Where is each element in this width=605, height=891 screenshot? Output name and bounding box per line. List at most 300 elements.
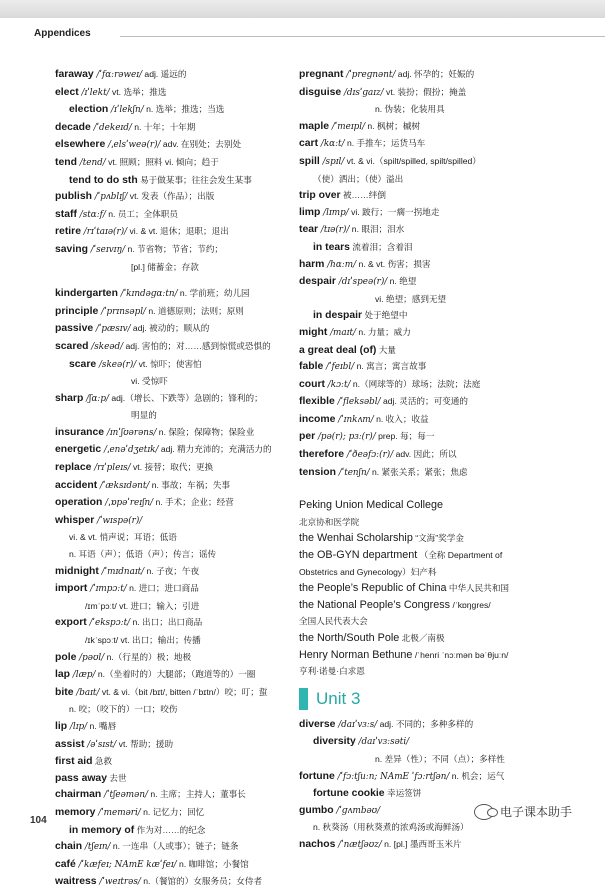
definition: [pl.] 储蓄金；存款: [131, 261, 199, 272]
headword: replace: [55, 462, 92, 474]
headword: whisper: [55, 514, 95, 526]
vocab-entry: [55, 441, 287, 459]
definition: n. 员工；全体职员: [105, 208, 178, 219]
headword: assist: [55, 738, 85, 750]
vocab-entry: [55, 172, 287, 189]
headword: disguise: [299, 86, 342, 98]
definition: vi. 绝望；感到无望: [375, 293, 447, 304]
vocab-entry: [299, 153, 591, 171]
section-title: Appendices: [34, 28, 91, 39]
phonetic: /skeə(r)/: [96, 359, 137, 370]
phonetic: /ˈkæfeɪ; NAmE kæˈfeɪ/: [75, 859, 177, 870]
vocab-entry: [55, 873, 287, 891]
definition: adj. 灵活的；可变通的: [380, 396, 468, 407]
vocab-entry: [55, 154, 287, 172]
headword: staff: [55, 208, 77, 220]
definition: n. 机会；运气: [449, 770, 505, 781]
headword: tear: [299, 224, 319, 236]
definition: n. 紧张关系；紧张；焦虑: [369, 466, 468, 477]
vocab-entry: [299, 239, 591, 256]
definition: adj. 不同的；多种多样的: [377, 718, 474, 729]
vocab-entry: [299, 411, 591, 429]
vocab-entry: [55, 494, 287, 512]
phonetic: /ˈkɪndəɡɑːtn/: [117, 289, 178, 300]
phonetic: /ˈɪmpɔːt/: [87, 584, 127, 595]
definition: n.（网球等的）球场；法院；法庭: [350, 378, 481, 389]
definition: n.（行星的）极；地极: [104, 651, 192, 662]
definition: n. 绝望: [387, 276, 417, 287]
vocab-entry: [299, 171, 591, 188]
phonetic: /spɪl/: [319, 156, 345, 167]
definition: n. 选举；推选；当选: [143, 104, 225, 115]
phonetic: /ˈæksɪdənt/: [97, 480, 150, 491]
vocab-entry: [55, 649, 287, 667]
watermark: [474, 803, 572, 820]
headword: trip over: [299, 190, 341, 202]
definition: （全称 Department of: [417, 550, 503, 561]
definition: n.（餐馆的）女服务员；女侍者: [140, 876, 263, 887]
definition: n. 记忆力；回忆: [140, 806, 205, 817]
vocab-entry: [55, 477, 287, 495]
unit-heading: [299, 688, 591, 710]
definition: adj. 怀孕的；妊娠的: [395, 69, 475, 79]
vocab-entry: [55, 770, 287, 787]
vocab-entry: [299, 376, 591, 394]
unit-title: Unit 3: [316, 688, 361, 708]
definition: 北京协和医学院: [299, 516, 360, 527]
headword: income: [299, 413, 336, 425]
headword: midnight: [55, 565, 99, 577]
phonetic: /ˈfɑːrəweɪ/: [93, 70, 143, 80]
vocab-entry: [299, 785, 591, 802]
vocab-entry: [299, 84, 591, 102]
headword: pregnant: [299, 69, 344, 80]
vocab-entry: [55, 804, 287, 822]
vocab-entry: [299, 187, 591, 204]
vocab-entry: [55, 424, 287, 442]
phonetic: /ˈɡʌmbəʊ/: [333, 805, 381, 816]
vocab-entry: [55, 373, 287, 390]
vocab-entry: [299, 273, 591, 291]
phonetic: /læp/: [70, 670, 96, 681]
phonetic: /ˈpæsɪv/: [93, 324, 131, 335]
definition: vt. 选举；推选: [109, 86, 167, 97]
vocab-entry: [299, 464, 591, 482]
headword: publish: [55, 191, 92, 203]
definition: n. 十年；十年期: [131, 121, 196, 132]
definition: n. 秋葵汤（用秋葵煮的浓鸡汤或海鲜汤）: [313, 822, 469, 833]
definition: n. 节省物；节省；节约；: [125, 243, 224, 254]
left-vocabulary-column: [55, 66, 287, 891]
definition: vt. 惊吓；使害怕: [136, 358, 202, 369]
headword: kindergarten: [55, 288, 118, 300]
vocab-entry: [55, 119, 287, 137]
definition: n. 出口；出口商品: [130, 617, 203, 628]
headword: per: [299, 431, 316, 443]
vocab-entry: [55, 786, 287, 804]
phonetic: /skeəd/: [88, 341, 124, 352]
vocab-entry: [299, 836, 591, 854]
definition: n. 道德原则；法则；原则: [146, 305, 244, 316]
header-divider: [120, 36, 605, 37]
headword: in despair: [313, 310, 363, 322]
proper-noun: Henry Norman Bethune: [299, 648, 413, 661]
phonetic: /maɪt/: [327, 327, 356, 338]
definition: n. 事故；车祸；失事: [149, 479, 231, 490]
definition: 中华人民共和国: [446, 583, 510, 594]
vocab-entry: [299, 118, 591, 136]
vocab-entry: [299, 428, 591, 446]
definition: n. 收入；收益: [373, 413, 429, 424]
phonetic: /stɑːf/: [76, 209, 106, 220]
vocab-entry: [55, 390, 287, 408]
vocab-entry: [55, 753, 287, 770]
vocab-entry: [299, 564, 591, 581]
definition: n. 伪装；化装用具: [375, 104, 445, 115]
headword: pole: [55, 651, 77, 663]
definition: adj. 害怕的；对……感到惊慌或恐惧的: [123, 340, 271, 351]
headword: gumbo: [299, 804, 334, 816]
phonetic: /ˌɒpəˈreɪʃn/: [102, 498, 154, 509]
vocab-entry: [299, 221, 591, 239]
definition: n. 耳语（声）；低语（声）；传言；谣传: [69, 549, 217, 560]
definition: adv. 因此；所以: [393, 449, 457, 460]
headword: import: [55, 583, 88, 595]
phonetic: /lɪp/: [67, 721, 88, 732]
headword: retire: [55, 226, 81, 238]
headword: principle: [55, 305, 99, 317]
vocab-entry: [299, 324, 591, 342]
vocab-entry: [299, 204, 591, 222]
headword: elsewhere: [55, 139, 106, 151]
definition: adj. 被动的；顺从的: [130, 323, 210, 334]
definition: vt. & vi.（bit /bɪt/, bitten /ˈbɪtn/）咬；叮；蜇: [99, 686, 268, 697]
phonetic: /pə(r); pɜː(r)/: [315, 432, 376, 443]
headword: chain: [55, 841, 83, 853]
headword: cart: [299, 138, 319, 150]
definition: 明显的: [131, 410, 157, 421]
definition: “文海”奖学金: [412, 533, 464, 544]
headword: café: [55, 858, 76, 870]
definition: 北极／南极: [399, 633, 445, 643]
headword: diverse: [299, 718, 336, 730]
headword: scared: [55, 340, 89, 352]
definition: vt. & vi.（spilt/spilled, spilt/spilled）: [344, 155, 481, 166]
definition: n. [pl.] 墨西哥玉米片: [381, 838, 462, 849]
vocab-entry: [299, 135, 591, 153]
phonetic: /lɪmp/: [320, 207, 349, 218]
headword: maple: [299, 120, 330, 132]
vocab-entry: [299, 291, 591, 308]
definition: n. 嘴唇: [87, 720, 117, 731]
definition: 易于做某事；往往会发生某事: [137, 174, 252, 185]
definition: adv. 在别处；去别处: [160, 139, 242, 150]
definition: 急救: [92, 756, 113, 767]
phonetic: /ɪˈlekt/: [78, 87, 110, 98]
vocab-entry: [299, 647, 591, 664]
phonetic: /ˈmeməri/: [95, 807, 141, 818]
page-number: 104: [30, 815, 47, 826]
vocab-entry: [299, 358, 591, 376]
definition: n.（坐着时的）大腿部；（跑道等的）一圈: [95, 669, 256, 680]
vocab-entry: [299, 663, 591, 680]
phonetic: /ˈðeəfɔː(r)/: [344, 450, 394, 461]
phonetic: /ʃɑːp/: [83, 393, 109, 404]
vocab-entry: [55, 546, 287, 563]
vocab-entry: [55, 701, 287, 718]
headword: court: [299, 378, 325, 390]
definition: n. 力量；威力: [355, 326, 411, 337]
vocab-entry: [299, 393, 591, 411]
definition: vi. & vt. 悄声说；耳语；低语: [69, 532, 177, 543]
phonetic: /rɪˈpleɪs/: [91, 463, 131, 474]
definition: n. & vt. 伤害；损害: [356, 258, 431, 269]
definition: /ˈkɒŋɡres/: [450, 599, 491, 610]
headword: fortune cookie: [313, 788, 385, 800]
phonetic: /ˈnætʃəʊz/: [335, 839, 382, 850]
definition: Obstetrics and Gynecology）妇产科: [299, 566, 437, 577]
phonetic: /baɪt/: [73, 687, 100, 698]
phonetic: /ˈdekeɪd/: [90, 122, 132, 133]
vocab-entry: [55, 838, 287, 856]
spacer: [55, 275, 287, 285]
vocab-entry: [299, 751, 591, 768]
headword: despair: [299, 276, 336, 288]
headword: harm: [299, 258, 325, 270]
vocab-entry: [299, 66, 591, 84]
headword: flexible: [299, 396, 335, 408]
phonetic: /ˈmɪdnaɪt/: [98, 566, 145, 577]
proper-noun: the Wenhai Scholarship: [299, 532, 413, 545]
wechat-icon: [474, 804, 494, 820]
vocab-entry: [299, 497, 591, 514]
phonetic: /ˈmeɪpl/: [329, 121, 366, 132]
phonetic: /daɪˈvɜːs/: [335, 719, 378, 730]
definition: n. 差异（性）；不同（点）；多样性: [375, 753, 505, 764]
proper-noun: the North/South Pole: [299, 632, 400, 644]
phonetic: /ˈekspɔːt/: [86, 618, 131, 629]
phonetic: /ˈfleksəbl/: [334, 397, 381, 408]
vocab-entry: [55, 632, 287, 649]
headword: fortune: [299, 770, 335, 782]
definition: （使）洒出；（使）溢出: [313, 173, 404, 184]
right-vocabulary-column: [299, 66, 591, 854]
vocab-entry: [55, 614, 287, 632]
headword: memory: [55, 806, 96, 818]
headword: a great deal (of): [299, 344, 377, 356]
vocab-entry: [55, 285, 287, 303]
watermark-text: 电子课本助手: [500, 805, 573, 819]
vocab-entry: [55, 136, 287, 154]
headword: chairman: [55, 789, 102, 801]
vocab-entry: [55, 206, 287, 224]
definition: 被……绊倒: [340, 190, 386, 201]
headword: sharp: [55, 392, 84, 404]
phonetic: /ˌelsˈweə(r)/: [105, 140, 161, 151]
vocab-entry: [55, 84, 287, 102]
headword: limp: [299, 206, 321, 218]
phonetic: /tɪə(r)/: [318, 225, 350, 236]
phonetic: /ˈtenʃn/: [335, 467, 370, 478]
vocab-entry: [299, 307, 591, 324]
definition: vi. & vt. 退休；退职；退出: [127, 226, 229, 237]
definition: n. 保险；保障物；保险业: [156, 426, 255, 437]
headword: waitress: [55, 876, 97, 888]
vocab-entry: [55, 101, 287, 119]
vocab-entry: [55, 580, 287, 598]
phonetic: /ˈpʌblɪʃ/: [91, 192, 128, 203]
phonetic: /rɪˈtaɪə(r)/: [81, 227, 128, 238]
definition: n. 主席；主持人；董事长: [147, 789, 246, 800]
proper-noun: the OB-GYN department: [299, 549, 418, 562]
vocab-entry: [299, 342, 591, 359]
phonetic: /dɪˈspeə(r)/: [335, 277, 388, 288]
headword: insurance: [55, 426, 105, 438]
headword: saving: [55, 243, 88, 255]
vocab-entry: [55, 356, 287, 374]
headword: spill: [299, 155, 320, 167]
proper-noun: the National People’s Congress: [299, 598, 451, 611]
headword: nachos: [299, 838, 336, 850]
headword: diversity: [313, 736, 356, 748]
phonetic: /tʃeɪn/: [82, 842, 111, 853]
headword: operation: [55, 497, 103, 509]
headword: first aid: [55, 756, 93, 768]
definition: 全国人民代表大会: [299, 616, 368, 627]
vocab-entry: [55, 259, 287, 276]
phonetic: /ˈfɔːtʃuːn; NAmE ˈfɔːrtʃən/: [334, 771, 450, 782]
headword: tend: [55, 156, 77, 168]
vocab-entry: [299, 613, 591, 630]
phonetic: /ɪˈlekʃn/: [108, 105, 144, 116]
definition: vi. 受惊吓: [131, 376, 168, 387]
headword: in tears: [313, 241, 350, 253]
definition: n. 眼泪；泪水: [349, 224, 405, 235]
definition: 处于绝望中: [362, 310, 408, 321]
definition: n. 一连串（人或事）；链子；链条: [110, 841, 239, 852]
definition: adj. 精力充沛的；充满活力的: [158, 444, 272, 455]
headword: elect: [55, 86, 79, 98]
vocab-entry: [299, 547, 591, 564]
vocab-entry: [55, 529, 287, 546]
phonetic: /ˌenəˈdʒetɪk/: [101, 445, 159, 456]
vocab-entry: [55, 512, 287, 530]
definition: adj. 遥远的: [142, 69, 187, 79]
vocab-entry: [55, 856, 287, 874]
definition: n. 学前班；幼儿园: [177, 288, 250, 299]
headword: faraway: [55, 69, 94, 80]
vocab-entry: [299, 716, 591, 734]
definition: n. 子夜；午夜: [144, 565, 200, 576]
vocab-entry: [299, 768, 591, 786]
vocab-entry: [55, 684, 287, 702]
definition: vi. 跛行；一瘸一拐地走: [348, 206, 440, 217]
phonetic: /daɪˈvɜːsəti/: [355, 737, 410, 748]
phonetic: /pəʊl/: [76, 652, 105, 663]
vocab-entry: [299, 733, 591, 751]
definition: adj.（增长、下跌等）急剧的；锋利的；: [108, 392, 263, 403]
vocab-entry: [55, 241, 287, 259]
vocab-entry: [55, 718, 287, 736]
definition: vt. 装扮；假扮；掩盖: [383, 86, 467, 97]
vocab-entry: [55, 598, 287, 615]
definition: vt. 发表（作品）；出版: [127, 191, 215, 202]
phonetic: /ˈweɪtrəs/: [96, 877, 141, 888]
proper-noun: the People’s Republic of China: [299, 582, 447, 595]
unit-marker: [299, 688, 308, 710]
phonetic: /ɪnˈʃʊərəns/: [104, 427, 157, 438]
phonetic: /kɑːt/: [318, 139, 345, 150]
headword: in memory of: [69, 824, 135, 836]
headword: accident: [55, 479, 98, 491]
phonetic: /ˈprɪnsəpl/: [98, 306, 146, 317]
vocab-entry: [299, 597, 591, 614]
headword: export: [55, 617, 87, 629]
definition: n. 手推车；运货马车: [344, 138, 426, 149]
definition: n. 枫树；槭树: [365, 120, 420, 131]
vocab-entry: [55, 303, 287, 321]
vocab-entry: [55, 459, 287, 477]
definition: 作为对……的纪念: [134, 824, 206, 835]
headword: pass away: [55, 772, 107, 784]
headword: might: [299, 326, 328, 338]
definition: 亨利·诺曼·白求恩: [299, 666, 365, 677]
headword: bite: [55, 686, 74, 698]
vocab-entry: [55, 822, 287, 839]
vocab-entry: [299, 630, 591, 647]
vocab-entry: [55, 320, 287, 338]
headword: therefore: [299, 449, 345, 461]
definition: 去世: [107, 772, 127, 783]
phonetic: /ˈwɪspə(r)/: [94, 515, 143, 526]
phonetic: /hɑːm/: [324, 259, 357, 270]
phonetic: /ˈɪnkʌm/: [335, 414, 374, 425]
definition: 大量: [376, 344, 396, 355]
headword: tension: [299, 466, 336, 478]
vocab-entry: [55, 223, 287, 241]
vocab-entry: [299, 446, 591, 464]
headword: lip: [55, 720, 68, 732]
headword: passive: [55, 323, 94, 335]
phonetic: /ˈfeɪbl/: [323, 362, 355, 373]
definition: n. 进口；进口商品: [126, 583, 199, 594]
vocab-entry: [55, 338, 287, 356]
definition: /ɪkˈspɔːt/ vt. 出口；输出；传播: [85, 635, 201, 645]
vocab-entry: [55, 666, 287, 684]
phonetic: /kɔːt/: [324, 379, 351, 390]
definition: n. 咖啡馆；小餐馆: [176, 858, 249, 869]
phonetic: /ˈseɪvɪŋ/: [87, 244, 126, 255]
vocab-entry: [55, 736, 287, 754]
phonetic: /dɪsˈɡaɪz/: [341, 87, 384, 98]
vocab-entry: [55, 407, 287, 424]
phonetic: /ˈtʃeəmən/: [101, 790, 148, 801]
headword: tend to do sth: [69, 174, 138, 186]
headword: election: [69, 104, 109, 116]
definition: /ɪmˈpɔːt/ vt. 进口；输入；引进: [85, 600, 200, 611]
vocab-entry: [299, 530, 591, 547]
vocab-entry: [299, 514, 591, 531]
spacer: [299, 481, 591, 497]
headword: decade: [55, 121, 91, 133]
definition: n. 寓言；寓言故事: [354, 361, 427, 372]
vocab-entry: [299, 256, 591, 274]
definition: vt. 接替；取代；更换: [130, 462, 214, 473]
vocab-entry: [299, 580, 591, 597]
definition: n. 咬；（咬下的）一口；咬伤: [69, 704, 178, 715]
headword: energetic: [55, 444, 102, 456]
definition: n. 手术；企业；经营: [153, 497, 234, 508]
